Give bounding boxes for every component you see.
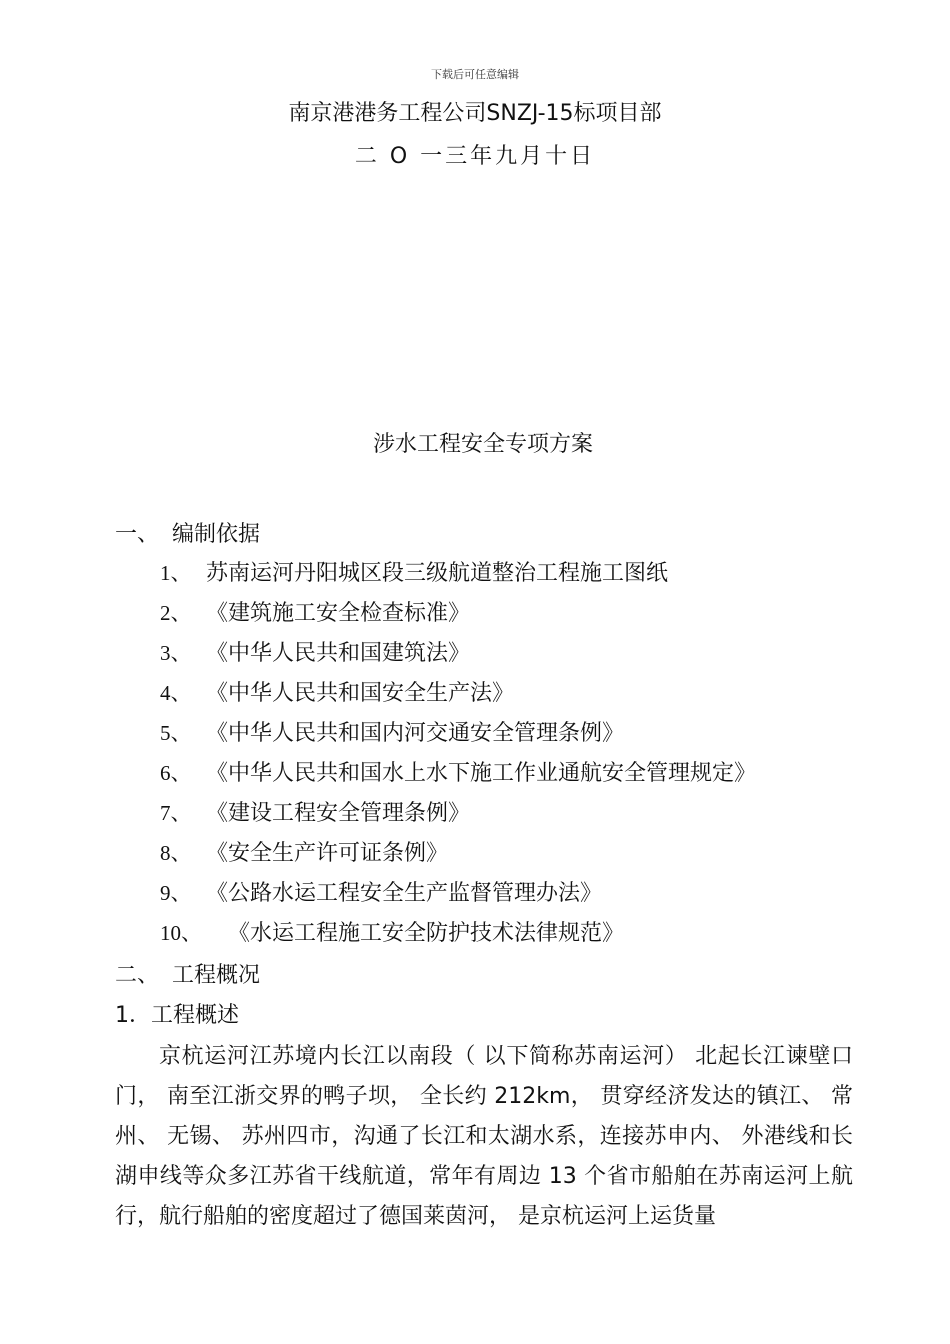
section-heading-basis <box>115 517 260 548</box>
reference-item <box>160 558 756 598</box>
reference-number: 6、 <box>160 761 192 785</box>
reference-list <box>160 558 756 958</box>
watermark-text: 下载后可任意编辑 <box>431 68 519 81</box>
reference-number: 5、 <box>160 721 192 745</box>
reference-number: 9、 <box>160 881 192 905</box>
section-number: 一、 <box>115 522 160 547</box>
section-number: 二、 <box>115 963 160 988</box>
reference-item <box>160 758 756 798</box>
reference-item <box>160 718 756 758</box>
reference-text: 《水运工程施工安全防护技术法律规范》 <box>228 921 625 946</box>
reference-number: 2、 <box>160 601 192 625</box>
reference-text: 《中华人民共和国安全生产法》 <box>206 681 515 706</box>
reference-item <box>160 918 756 958</box>
reference-text: 《中华人民共和国水上水下施工作业通航安全管理规定》 <box>206 761 757 786</box>
section-heading-overview <box>115 958 260 989</box>
reference-item <box>160 798 756 838</box>
reference-item <box>160 638 756 678</box>
document-title: 涉水工程安全专项方案 <box>372 432 593 457</box>
reference-text: 苏南运河丹阳城区段三级航道整治工程施工图纸 <box>206 561 669 586</box>
reference-text: 《中华人民共和国建筑法》 <box>206 641 471 666</box>
organization-name: 南京港港务工程公司SNZJ-15标项目部 <box>288 101 662 126</box>
reference-number: 10、 <box>160 921 202 945</box>
reference-item <box>160 678 756 718</box>
reference-number: 1、 <box>160 561 192 585</box>
reference-number: 7、 <box>160 801 192 825</box>
section-label: 工程概况 <box>172 963 261 988</box>
reference-item <box>160 838 756 878</box>
body-paragraph: 京杭运河江苏境内长江以南段（ 以下简称苏南运河） 北起长江谏壁口门， 南至江浙交界的鸭子坝， 全长约 212km， 贯穿经济发达的镇江、 常州、 无锡、 苏州四市，沟通了长江和太湖水系，连接苏申内、 外港线和长湖申线等众多江苏省干线航道，常年有周边 13 个省市船舶在苏南运河上航行，航行船舶的密度超过了德国莱茵河， 是京杭运河上运货量 <box>115 1044 853 1229</box>
reference-text: 《建筑施工安全检查标准》 <box>206 601 471 626</box>
reference-item <box>160 878 756 918</box>
reference-number: 4、 <box>160 681 192 705</box>
reference-text: 《中华人民共和国内河交通安全管理条例》 <box>206 721 625 746</box>
reference-text: 《安全生产许可证条例》 <box>206 841 449 866</box>
section-label: 编制依据 <box>172 522 261 547</box>
reference-text: 《公路水运工程安全生产监督管理办法》 <box>206 881 603 906</box>
subsection-heading: 1．工程概述 <box>115 1003 239 1028</box>
reference-number: 8、 <box>160 841 192 865</box>
reference-item <box>160 598 756 638</box>
reference-number: 3、 <box>160 641 192 665</box>
reference-text: 《建设工程安全管理条例》 <box>206 801 471 826</box>
document-date: 二 O 一三年九月十日 <box>354 144 596 169</box>
